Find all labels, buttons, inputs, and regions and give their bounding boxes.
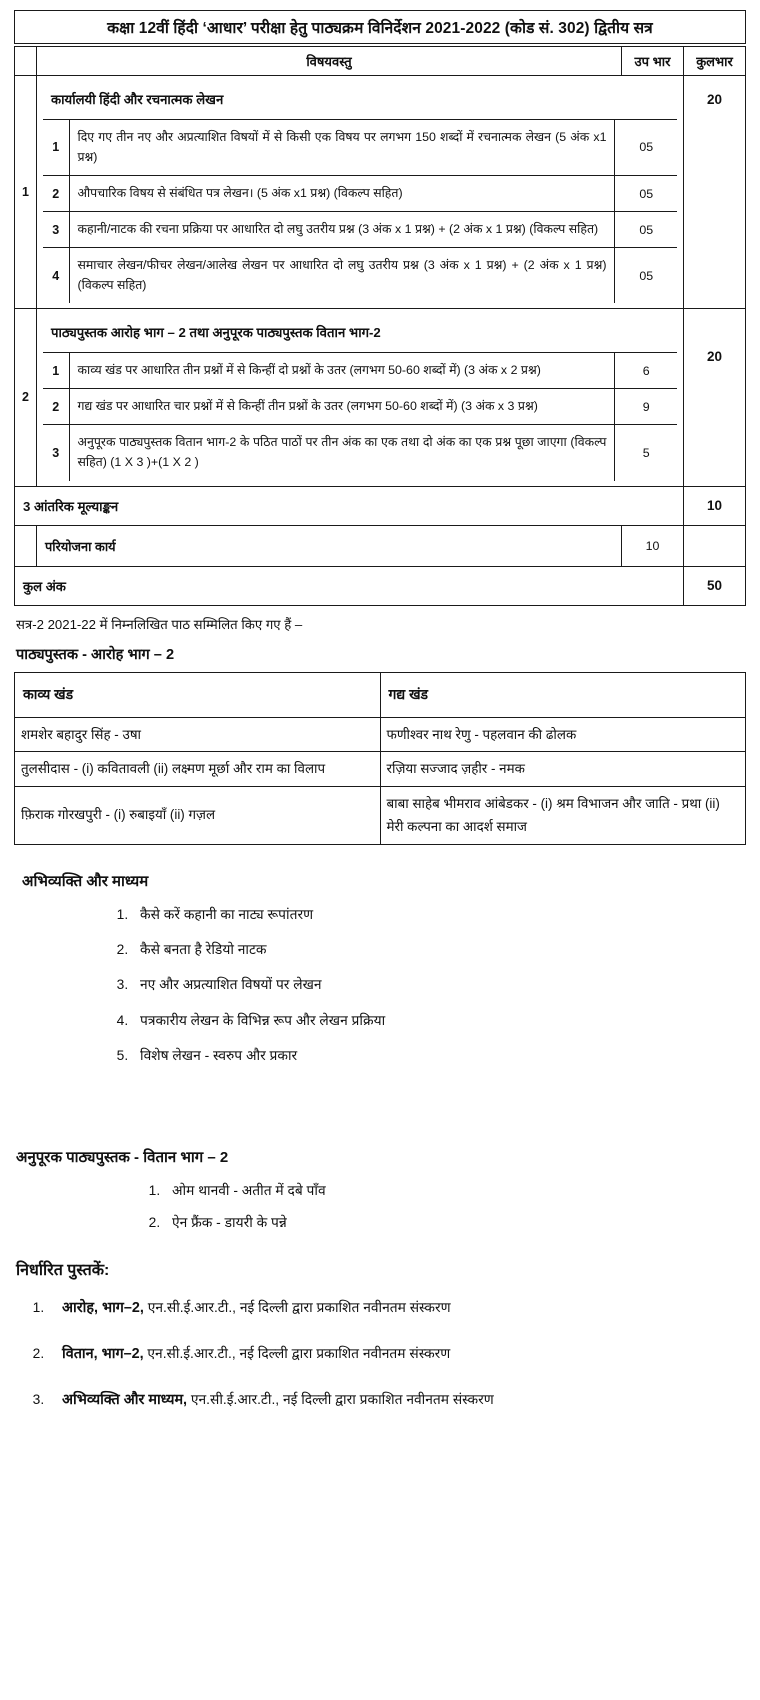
- section-number: 2: [15, 309, 37, 486]
- title-row: [15, 11, 746, 44]
- list-item: 1. ओम थानवी - अतीत में दबे पाँव: [164, 1181, 746, 1200]
- khand-cell-kavya: शमशेर बहादुर सिंह - उषा: [15, 717, 381, 751]
- section-title: कार्यालयी हिंदी और रचनात्मक लेखन: [43, 81, 677, 119]
- khand-cell-kavya: तुलसीदास - (i) कवितावली (ii) लक्ष्मण मूर्छा और राम का विलाप: [15, 752, 381, 786]
- abhivyakti-list: [14, 905, 746, 1066]
- item-marks: 6: [615, 353, 677, 389]
- book-publisher: एन.सी.ई.आर.टी., नई दिल्ली द्वारा प्रकाशित नवीनतम संस्करण: [187, 1392, 494, 1408]
- section-total: 20: [684, 76, 746, 309]
- khand-table: [14, 672, 746, 844]
- item-marks: 9: [615, 389, 677, 425]
- blueprint-header-totalweight: कुलभार: [684, 47, 746, 76]
- list-item: 1. कैसे करें कहानी का नाट्य रूपांतरण: [132, 905, 746, 924]
- prescribed-books-section: [14, 1258, 746, 1410]
- table-row: [43, 353, 677, 389]
- item-number: 3: [43, 212, 69, 248]
- list-item: 2. कैसे बनता है रेडियो नाटक: [132, 940, 746, 959]
- table-row: [43, 212, 677, 248]
- blueprint-header-subweight: उप भार: [622, 47, 684, 76]
- khand-header-row: [15, 673, 746, 718]
- blueprint-header-row: [15, 47, 746, 76]
- book-title: आरोह, भाग–2,: [62, 1299, 144, 1316]
- item-text: दिए गए तीन नए और अप्रत्याशित विषयों में से किसी एक विषय पर लगभग 150 शब्दों में रचनात्मक लेखन (5 अंक x1 प्रश्न): [69, 119, 615, 175]
- internal-assessment-item-marks: 10: [622, 525, 684, 566]
- item-marks: 05: [615, 212, 677, 248]
- section-number: 1: [15, 76, 37, 309]
- document-title-table: [14, 10, 746, 44]
- list-item: [48, 1344, 746, 1364]
- session-note: सत्र-2 2021-22 में निम्नलिखित पाठ सम्मिलित किए गए हैं –: [16, 616, 303, 632]
- item-text: औपचारिक विषय से संबंधित पत्र लेखन। (5 अंक x1 प्रश्न) (विकल्प सहित): [69, 176, 615, 212]
- list-item: [48, 1390, 746, 1410]
- book-publisher: एन.सी.ई.आर.टी., नई दिल्ली द्वारा प्रकाशित नवीनतम संस्करण: [143, 1346, 451, 1362]
- item-marks: 05: [615, 248, 677, 304]
- internal-assessment-label: 3 आंतरिक मूल्याङ्कन: [15, 486, 684, 525]
- section-spacer: [14, 1081, 746, 1121]
- item-text: गद्य खंड पर आधारित चार प्रश्नों में से किन्हीं तीन प्रश्नों के उतर (लगभग 50-60 शब्दों में) (3 अंक x 3 प्रश्न): [69, 389, 615, 425]
- internal-assessment-empty-total: [684, 525, 746, 566]
- table-row: [15, 752, 746, 786]
- list-item: [48, 1298, 746, 1318]
- table-row: [15, 786, 746, 844]
- prescribed-books-list: [14, 1298, 746, 1410]
- list-item: 2. ऐन फ्रैंक - डायरी के पन्ने: [164, 1213, 746, 1232]
- internal-assessment-index-cell: [15, 525, 37, 566]
- book-publisher: एन.सी.ई.आर.टी., नई दिल्ली द्वारा प्रकाशित नवीनतम संस्करण: [143, 1299, 451, 1315]
- item-number: 1: [43, 353, 69, 389]
- section-body: [37, 309, 684, 486]
- internal-assessment-row: [15, 486, 746, 525]
- khand-cell-gadya: फणीश्वर नाथ रेणु - पहलवान की ढोलक: [380, 717, 746, 751]
- section-nested-table: [43, 81, 677, 303]
- list-item: 4. पत्रकारीय लेखन के विभिन्न रूप और लेखन प्रक्रिया: [132, 1011, 746, 1030]
- page-title: कक्षा 12वीं हिंदी ‘आधार’ परीक्षा हेतु पाठ्यक्रम विनिर्देशन 2021-2022 (कोड सं. 302) द्वितीय सत्र: [15, 11, 746, 44]
- section-title-row: [43, 314, 677, 352]
- grand-total-row: [15, 566, 746, 605]
- table-row: [43, 389, 677, 425]
- section-title-row: [43, 81, 677, 119]
- grand-total-label: कुल अंक: [15, 566, 684, 605]
- item-text: काव्य खंड पर आधारित तीन प्रश्नों में से किन्हीं दो प्रश्नों के उतर (लगभग 50-60 शब्दों में) (3 अंक x 2 प्रश्न): [69, 353, 615, 389]
- anupurak-list: [14, 1181, 746, 1232]
- item-text: कहानी/नाटक की रचना प्रक्रिया पर आधारित दो लघु उतरीय प्रश्न (3 अंक x 1 प्रश्न) + (2 अंक x 1 प्रश्न) (विकल्प सहित): [69, 212, 615, 248]
- item-number: 4: [43, 248, 69, 304]
- table-row: [43, 176, 677, 212]
- anupurak-heading: अनुपूरक पाठ्यपुस्तक - वितान भाग – 2: [16, 1149, 229, 1167]
- item-number: 1: [43, 119, 69, 175]
- khand-cell-kavya: फ़िराक गोरखपुरी - (i) रुबाइयाँ (ii) गज़ल: [15, 786, 381, 844]
- section-body: [37, 76, 684, 309]
- table-row: [15, 525, 746, 566]
- item-marks: 05: [615, 119, 677, 175]
- item-number: 2: [43, 389, 69, 425]
- item-text: समाचार लेखन/फीचर लेखन/आलेख लेखन पर आधारित दो लघु उतरीय प्रश्न (3 अंक x 1 प्रश्न) + (2 अंक x 1 प्रश्न) (विकल्प सहित): [69, 248, 615, 304]
- prescribed-books-heading: निर्धारित पुस्तकें:: [16, 1261, 110, 1279]
- abhivyakti-heading: अभिव्यक्ति और माध्यम: [22, 872, 149, 890]
- blueprint-table: [14, 46, 746, 606]
- item-marks: 05: [615, 176, 677, 212]
- table-row: [43, 119, 677, 175]
- section-nested-table: [43, 314, 677, 480]
- blueprint-section-row: [15, 309, 746, 486]
- abhivyakti-section: [14, 871, 746, 1066]
- anupurak-section: [14, 1147, 746, 1232]
- item-number: 2: [43, 176, 69, 212]
- book-title: वितान, भाग–2,: [62, 1346, 144, 1363]
- item-number: 3: [43, 425, 69, 481]
- blueprint-header-index: [15, 47, 37, 76]
- internal-assessment-item-text: परियोजना कार्य: [37, 525, 622, 566]
- item-text: अनुपूरक पाठ्यपुस्तक वितान भाग-2 के पठित पाठों पर तीन अंक का एक तथा दो अंक का एक प्रश्न पूछा जाएगा (विकल्प सहित) (1 X 3 )+(1 X 2 ): [69, 425, 615, 481]
- grand-total-value: 50: [684, 566, 746, 605]
- blueprint-header-content: विषयवस्तु: [37, 47, 622, 76]
- blueprint-section-row: [15, 76, 746, 309]
- khand-header-kavya: काव्य खंड: [15, 673, 381, 718]
- section-title: पाठ्यपुस्तक आरोह भाग – 2 तथा अनुपूरक पाठ्यपुस्तक वितान भाग-2: [43, 314, 677, 352]
- table-row: [15, 717, 746, 751]
- khand-cell-gadya: बाबा साहेब भीमराव आंबेडकर - (i) श्रम विभाजन और जाति - प्रथा (ii) मेरी कल्पना का आदर्श समाज: [380, 786, 746, 844]
- list-item: 3. नए और अप्रत्याशित विषयों पर लेखन: [132, 975, 746, 994]
- khand-header-gadya: गद्य खंड: [380, 673, 746, 718]
- item-marks: 5: [615, 425, 677, 481]
- list-item: 5. विशेष लेखन - स्वरुप और प्रकार: [132, 1046, 746, 1065]
- book-title: अभिव्यक्ति और माध्यम,: [62, 1392, 188, 1409]
- khand-cell-gadya: रज़िया सज्जाद ज़हीर - नमक: [380, 752, 746, 786]
- internal-assessment-total: 10: [684, 486, 746, 525]
- textbook-heading: पाठ्यपुस्तक - आरोह भाग – 2: [16, 647, 175, 664]
- table-row: [43, 248, 677, 304]
- section-total: 20: [684, 309, 746, 486]
- table-row: [43, 425, 677, 481]
